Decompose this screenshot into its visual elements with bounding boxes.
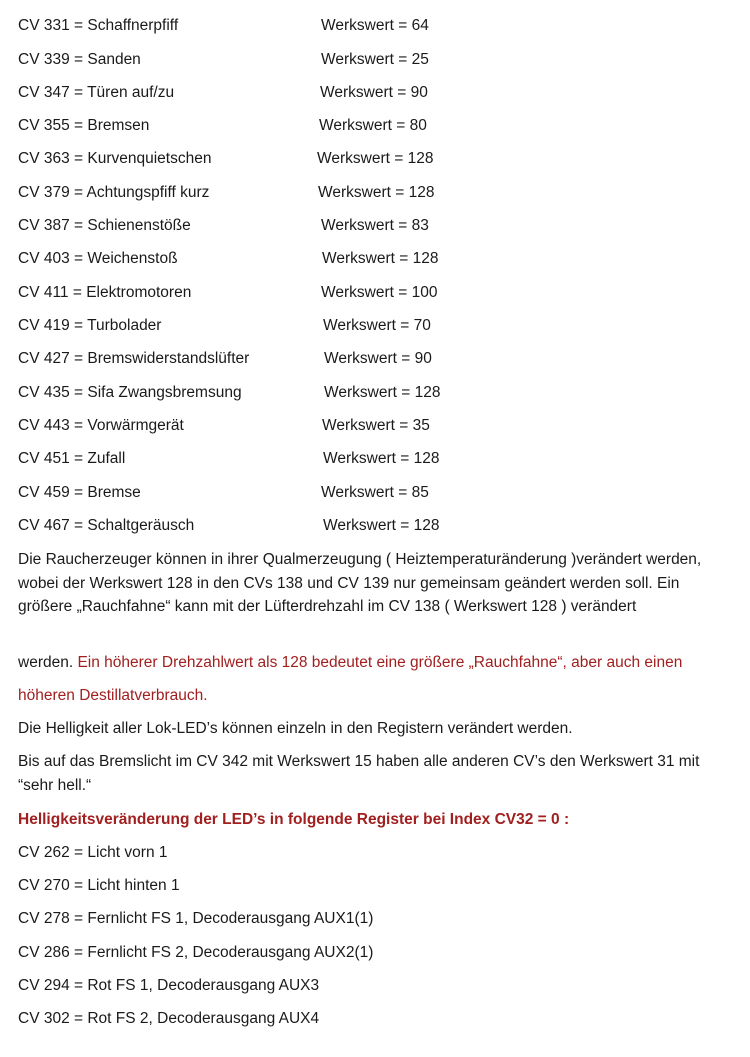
cv-value: Werkswert = 35	[322, 417, 430, 434]
cv-row	[18, 147, 434, 171]
cv-label: CV 363 = Kurvenquietschen	[18, 150, 212, 167]
cv-row	[18, 214, 429, 238]
cv-value: Werkswert = 64	[321, 17, 429, 34]
cv-value: Werkswert = 25	[321, 51, 429, 68]
paragraph-fan-speed	[18, 651, 733, 675]
cv-value: Werkswert = 90	[324, 350, 432, 367]
cv-label: CV 419 = Turbolader	[18, 317, 162, 334]
cv-label: CV 443 = Vorwärmgerät	[18, 417, 184, 434]
cv-row	[18, 314, 431, 338]
cv-label: CV 427 = Bremswiderstandslüfter	[18, 350, 250, 367]
cv-row	[18, 347, 432, 371]
cv-label: CV 459 = Bremse	[18, 484, 141, 501]
cv-label: CV 339 = Sanden	[18, 51, 141, 68]
cv-row	[18, 414, 430, 438]
cv-label: CV 435 = Sifa Zwangsbremsung	[18, 384, 242, 401]
paragraph-led-brightness: Die Helligkeit aller Lok-LED’s können einzeln in den Registern verändert werden.	[18, 720, 573, 737]
cv-row	[18, 281, 438, 305]
cv-value: Werkswert = 128	[323, 517, 440, 534]
cv-value: Werkswert = 128	[324, 384, 441, 401]
highlight-text-continued: höheren Destillatverbrauch.	[18, 687, 208, 704]
cv-label: CV 403 = Weichenstoß	[18, 250, 178, 267]
list-item: CV 286 = Fernlicht FS 2, Decoderausgang AUX2(1)	[18, 944, 374, 961]
cv-value: Werkswert = 70	[323, 317, 431, 334]
list-item: CV 294 = Rot FS 1, Decoderausgang AUX3	[18, 977, 320, 994]
cv-row	[18, 381, 441, 405]
list-item: CV 278 = Fernlicht FS 1, Decoderausgang AUX1(1)	[18, 910, 374, 927]
cv-row	[18, 181, 435, 205]
highlight-text: Ein höherer Drehzahlwert als 128 bedeutet eine größere „Rauchfahne“, aber auch einen	[77, 654, 683, 671]
paragraph-brake-light: Bis auf das Bremslicht im CV 342 mit Werkswert 15 haben alle anderen CV’s den Werkswert 31 mit “sehr hell.“	[18, 753, 700, 794]
cv-row	[18, 14, 429, 38]
paragraph-lead-text: werden.	[18, 654, 78, 671]
cv-value: Werkswert = 128	[318, 184, 435, 201]
cv-label: CV 379 = Achtungspfiff kurz	[18, 184, 210, 201]
section-heading: Helligkeitsveränderung der LED’s in folgende Register bei Index CV32 = 0 :	[18, 811, 570, 828]
cv-row	[18, 247, 439, 271]
cv-value: Werkswert = 128	[317, 150, 434, 167]
cv-value: Werkswert = 100	[321, 284, 438, 301]
cv-value: Werkswert = 128	[322, 250, 439, 267]
cv-value: Werkswert = 83	[321, 217, 429, 234]
cv-label: CV 451 = Zufall	[18, 450, 126, 467]
paragraph-smoke-generator: Die Raucherzeuger können in ihrer Qualmerzeugung ( Heiztemperaturänderung )verändert werden, wobei der Werkswert 128 in den CVs 138 und CV 139 nur gemeinsam geändert werden soll. Ein größere „Rauchfahne“ kann mit der Lüfterdrehzahl im CV 138 ( Werkswert 128 ) verändert	[18, 551, 702, 615]
cv-row	[18, 447, 440, 471]
cv-value: Werkswert = 90	[320, 84, 428, 101]
cv-row	[18, 81, 428, 105]
cv-value: Werkswert = 128	[323, 450, 440, 467]
cv-row	[18, 514, 440, 538]
cv-label: CV 355 = Bremsen	[18, 117, 150, 134]
cv-label: CV 347 = Türen auf/zu	[18, 84, 175, 101]
list-item: CV 302 = Rot FS 2, Decoderausgang AUX4	[18, 1010, 320, 1027]
cv-row	[18, 48, 429, 72]
list-item: CV 270 = Licht hinten 1	[18, 877, 180, 894]
cv-label: CV 387 = Schienenstöße	[18, 217, 191, 234]
cv-row	[18, 481, 429, 505]
cv-label: CV 411 = Elektromotoren	[18, 284, 192, 301]
cv-value: Werkswert = 80	[319, 117, 427, 134]
cv-label: CV 331 = Schaffnerpfiff	[18, 17, 179, 34]
list-item: CV 262 = Licht vorn 1	[18, 844, 168, 861]
cv-value: Werkswert = 85	[321, 484, 429, 501]
cv-label: CV 467 = Schaltgeräusch	[18, 517, 195, 534]
cv-row	[18, 114, 427, 138]
